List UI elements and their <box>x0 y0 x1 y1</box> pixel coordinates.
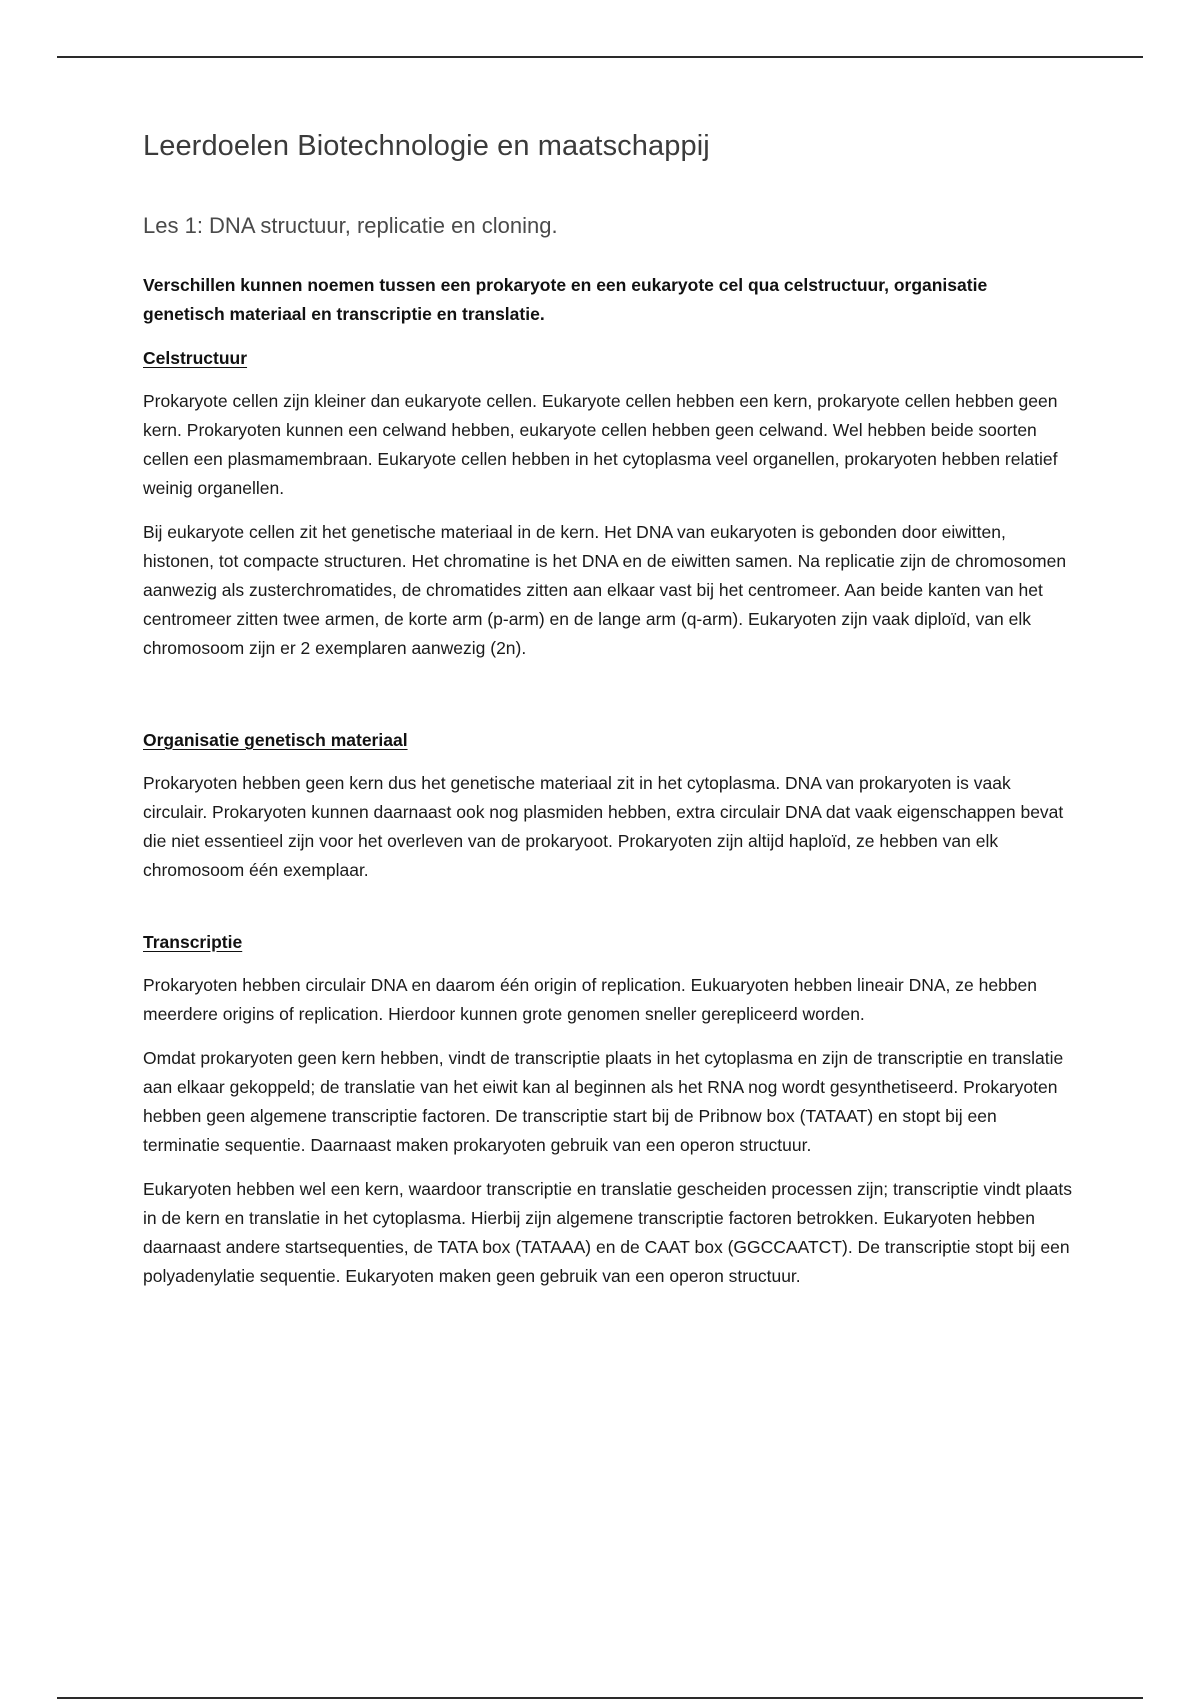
page-bottom-rule <box>57 1697 1143 1699</box>
page-top-rule <box>57 56 1143 58</box>
section-heading-transcriptie: Transcriptie <box>143 932 243 952</box>
document-body <box>143 128 1073 1291</box>
document-title: Leerdoelen Biotechnologie en maatschappij <box>143 130 710 162</box>
paragraph: Prokaryoten hebben circulair DNA en daarom één origin of replication. Eukuaryoten hebben lineair DNA, ze hebben meerdere origins of replication. Hierdoor kunnen grote genomen sneller gerepliceerd worden. <box>143 975 1038 1024</box>
paragraph: Bij eukaryote cellen zit het genetische materiaal in de kern. Het DNA van eukaryoten is gebonden door eiwitten, histonen, tot compacte structuren. Het chromatine is het DNA en de eiwitten samen. Na replicatie zijn de chromosomen aanwezig als zusterchromatides, de chromatides zitten aan elkaar vast bij het centromeer. Aan beide kanten van het centromeer zitten twee armen, de korte arm (p-arm) en de lange arm (q-arm). Eukaryoten zijn vaak diploïd, van elk chromosoom zijn er 2 exemplaren aanwezig (2n). <box>143 522 1067 658</box>
paragraph: Prokaryote cellen zijn kleiner dan eukaryote cellen. Eukaryote cellen hebben een kern, prokaryote cellen hebben geen kern. Prokaryoten kunnen een celwand hebben, eukaryote cellen hebben geen celwand. Wel hebben beide soorten cellen een plasmamembraan. Eukaryote cellen hebben in het cytoplasma veel organellen, prokaryoten hebben relatief weinig organellen. <box>143 391 1058 498</box>
learning-goal: Verschillen kunnen noemen tussen een prokaryote en een eukaryote cel qua celstructuur, organisatie genetisch materiaal en transcriptie en translatie. <box>143 275 988 324</box>
paragraph: Omdat prokaryoten geen kern hebben, vindt de transcriptie plaats in het cytoplasma en zijn de transcriptie en translatie aan elkaar gekoppeld; de translatie van het eiwit kan al beginnen als het RNA nog wordt gesynthetiseerd. Prokaryoten hebben geen algemene transcriptie factoren. De transcriptie start bij de Pribnow box (TATAAT) en stopt bij een terminatie sequentie. Daarnaast maken prokaryoten gebruik van een operon structuur. <box>143 1048 1064 1155</box>
section-heading-celstructuur: Celstructuur <box>143 348 248 368</box>
paragraph: Eukaryoten hebben wel een kern, waardoor transcriptie en translatie gescheiden processen zijn; transcriptie vindt plaats in de kern en translatie in het cytoplasma. Hierbij zijn algemene transcriptie factoren betrokken. Eukaryoten hebben daarnaast andere startsequenties, de TATA box (TATAAA) en de CAAT box (GGCCAATCT). De transcriptie stopt bij een polyadenylatie sequentie. Eukaryoten maken geen gebruik van een operon structuur. <box>143 1179 1072 1286</box>
lesson-title: Les 1: DNA structuur, replicatie en cloning. <box>143 213 558 238</box>
section-heading-organisatie: Organisatie genetisch materiaal <box>143 730 408 750</box>
paragraph: Prokaryoten hebben geen kern dus het genetische materiaal zit in het cytoplasma. DNA van prokaryoten is vaak circulair. Prokaryoten kunnen daarnaast ook nog plasmiden hebben, extra circulair DNA dat vaak eigenschappen bevat die niet essentieel zijn voor het overleven van de prokaryoot. Prokaryoten zijn altijd haploïd, ze hebben van elk chromosoom één exemplaar. <box>143 773 1064 880</box>
